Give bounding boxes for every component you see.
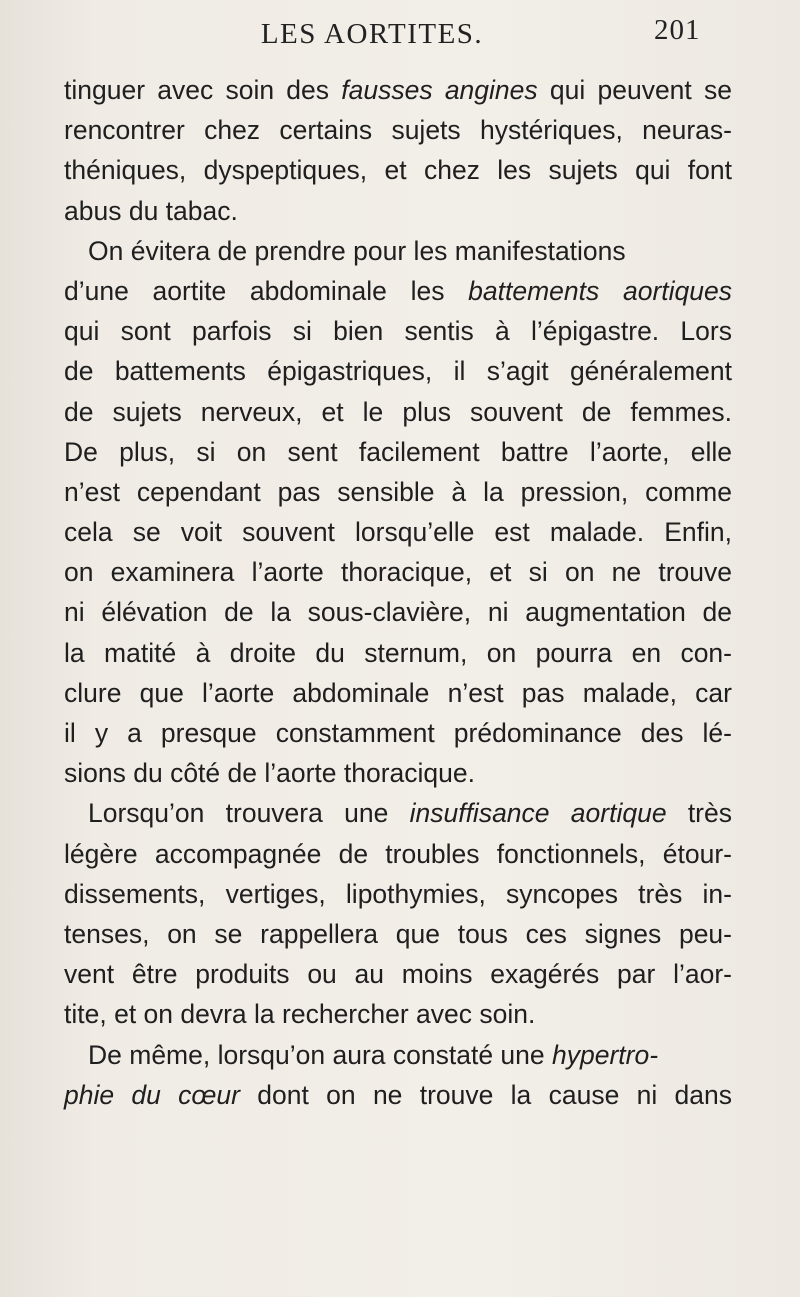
text-line — [64, 874, 732, 914]
text-line — [64, 70, 732, 110]
text-segment: de sujets nerveux, et le plus souvent de femmes. — [64, 396, 732, 427]
text-segment: cela se voit souvent lorsqu’elle est malade. Enfin, — [64, 517, 732, 548]
text-segment: théniques, dyspeptiques, et chez les sujets qui font — [64, 155, 732, 186]
text-segment: dont on ne trouve la cause ni dans — [240, 1079, 732, 1110]
text-line — [64, 351, 732, 391]
text-segment: d’une aortite abdominale les — [64, 275, 469, 306]
text-segment: clure que l’aorte abdominale n’est pas malade, car — [64, 677, 732, 708]
text-line — [64, 472, 732, 512]
text-segment: tite, et on devra la rechercher avec soin. — [64, 999, 536, 1030]
text-segment: il y a presque constamment prédominance des lé- — [64, 718, 732, 748]
text-line — [64, 994, 732, 1034]
italic-text: phie du cœur — [64, 1079, 240, 1110]
text-line — [64, 793, 732, 833]
text-segment: n’est cependant pas sensible à la pression, comme — [64, 476, 732, 507]
text-line — [64, 834, 732, 874]
running-title: LES AORTITES. — [260, 18, 484, 50]
text-line — [64, 673, 732, 713]
italic-text: hypertro- — [552, 1039, 659, 1070]
text-line — [64, 392, 732, 432]
text-segment: Lorsqu’on trouvera une — [88, 798, 410, 829]
text-line — [64, 432, 732, 472]
text-segment: vent être produits ou au moins exagérés par l’aor- — [64, 959, 732, 990]
text-line — [64, 954, 732, 994]
running-head — [0, 14, 800, 54]
text-line — [64, 753, 732, 793]
text-segment: on examinera l’aorte thoracique, et si on ne trouve — [64, 557, 732, 588]
text-line — [64, 271, 732, 311]
text-line — [64, 150, 732, 190]
text-segment: ni élévation de la sous-clavière, ni augmentation de — [64, 597, 732, 628]
text-line — [64, 1075, 732, 1115]
text-segment: On évitera de prendre pour les manifestations — [88, 235, 626, 266]
page-number: 201 — [654, 14, 701, 46]
text-line — [64, 191, 732, 231]
text-line — [64, 713, 732, 753]
text-segment: dissements, vertiges, lipothymies, syncopes très in- — [64, 878, 732, 909]
italic-text: battements aortiques — [468, 275, 732, 306]
text-segment: De plus, si on sent facilement battre l’aorte, elle — [64, 436, 732, 467]
text-segment: tenses, on se rappellera que tous ces signes peu- — [64, 918, 732, 949]
text-segment: la matité à droite du sternum, on pourra en con- — [64, 637, 732, 668]
text-segment: abus du tabac. — [64, 195, 238, 226]
text-segment: De même, lorsqu’on aura constaté une — [88, 1039, 553, 1070]
text-segment: très — [666, 798, 732, 829]
text-segment: qui peuvent se — [537, 75, 732, 105]
text-line — [64, 592, 732, 632]
text-segment: qui sont parfois si bien sentis à l’épigastre. Lors — [64, 316, 732, 347]
italic-text: fausses angines — [341, 75, 538, 105]
italic-text: insuffisance aortique — [409, 798, 667, 829]
text-line — [64, 1035, 732, 1075]
text-segment: tinguer avec soin des — [64, 75, 342, 105]
text-line — [64, 311, 732, 351]
text-line — [64, 110, 732, 150]
body-text — [64, 70, 732, 1115]
text-segment: légère accompagnée de troubles fonctionnels, étour- — [64, 838, 732, 869]
text-segment: de battements épigastriques, il s’agit généralement — [64, 356, 732, 387]
text-line — [64, 914, 732, 954]
text-line — [64, 552, 732, 592]
text-line — [64, 512, 732, 552]
text-line — [64, 231, 732, 271]
text-line — [64, 633, 732, 673]
text-segment: rencontrer chez certains sujets hystériques, neuras- — [64, 115, 732, 146]
text-segment: sions du côté de l’aorte thoracique. — [64, 758, 476, 789]
